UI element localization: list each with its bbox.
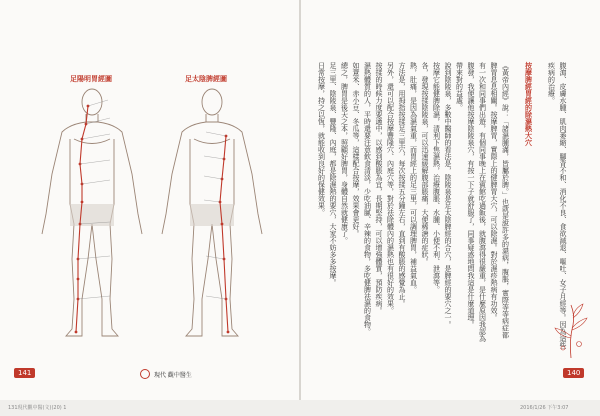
page-number-right: 140 — [563, 368, 584, 378]
text-column: 足三里、陰陵泉、豐隆、內庭，都是除濕熱的要穴，大家不妨多多按摩。 — [329, 62, 337, 286]
left-page-footer — [0, 364, 299, 384]
text-column: 按摩它能健脾除濕，清利下焦濕熱，治療腹脹、水腫、小便不利、泄瀉等。 — [432, 62, 441, 293]
text-column: 熱，肚痛，是因為濕氣重，而胃經上的足三里，可以調理脾胃，補益氣血。 — [409, 62, 418, 293]
logo-icon — [140, 369, 150, 379]
text-column: 脾胃息息相關。按摩脾胃，實際上的健脾胃大穴，可以除濕。對於濕疹熱病有功效。 — [490, 62, 498, 321]
spleen-meridian-figure — [150, 84, 275, 344]
text-column: 另外，還可以配合按摩豐隆穴、內庭穴等，對於祛除體內的濕熱也有很好的效果。 — [386, 62, 395, 314]
right-page — [301, 0, 600, 400]
text-column: 如薏米、赤小豆、冬瓜等，這樣配合按摩，效果會更好。 — [352, 62, 360, 237]
text-column: 日常按摩，持之以恆，就能收到良好的保健效果。 — [317, 62, 326, 216]
text-column: 帶來對的益處。 — [455, 62, 464, 111]
text-column: 總之，脾胃是後天之本，照顧好脾胃，身體自然就健康了。 — [340, 62, 349, 244]
text-column: 腹發，我便讓他按摩陰陵泉穴，有按一下子就舒服了，同事疑惑地問我這是什麼道理。 — [467, 62, 475, 328]
right-page-footer — [301, 364, 600, 384]
text-column: 腹瀉、皮膚水腫、肌肉萎縮、腳背不和、消化不良、食欲減退、嘔吐、女子月經等。因為這些 — [559, 62, 567, 349]
herb-illustration-icon — [549, 300, 593, 360]
text-column: 《黃帝內經》說：「諸濕腫滿，皆屬於脾。」也就是說許多的濕病，腹脹，實際等等病症都 — [501, 62, 510, 339]
running-footer-title: 現代 觀中醫生 — [154, 372, 192, 379]
text-column: 按揉的時候力度要適中，以感到酸脹為宜，長期堅持，可以增強體質，預防疾病。 — [375, 62, 383, 314]
print-slug-left: 131現代觀中醫(文)(20) 1 — [8, 405, 67, 411]
figure-title-stomach-meridian: 足陽明胃經圖 — [70, 75, 112, 83]
stomach-meridian-figure — [30, 84, 155, 344]
print-slug-right: 2016/1/26 下午3:07 — [520, 405, 569, 411]
section-heading: 按摩脾經胃經的除濕熱大穴 — [524, 62, 534, 146]
page-number-left: 141 — [14, 368, 35, 378]
text-column: 方法是，用拇指按揉足三里穴，每次按揉五分鐘左右，直到有酸脹的感覺為止。 — [398, 62, 406, 307]
figure-title-spleen-meridian: 足太陰脾經圖 — [185, 75, 227, 83]
left-page — [0, 0, 299, 400]
text-column: 濕熱體質的人，平時還要注意飲食清淡，少吃油膩、辛辣的食物，多吃健脾祛濕的食物。 — [363, 62, 372, 335]
text-column: 疾病的治療。 — [547, 62, 556, 104]
text-column: 各，發現按揉陰陵泉，可以迅速緩解腹部脹痛，大便稀溏的症狀。 — [421, 62, 429, 265]
text-column: 說到陰陵泉，多數中醫師的看法是，陰陵泉是足太陰脾經的合穴，是脾經的要穴之一。 — [444, 62, 452, 328]
text-column: 有一次和同事們出遊，有個同事晚上在賓館吃過飯後，就腹瀉得很嚴重，是什麼原因我認為 — [478, 62, 487, 342]
print-slug-strip — [0, 400, 600, 416]
